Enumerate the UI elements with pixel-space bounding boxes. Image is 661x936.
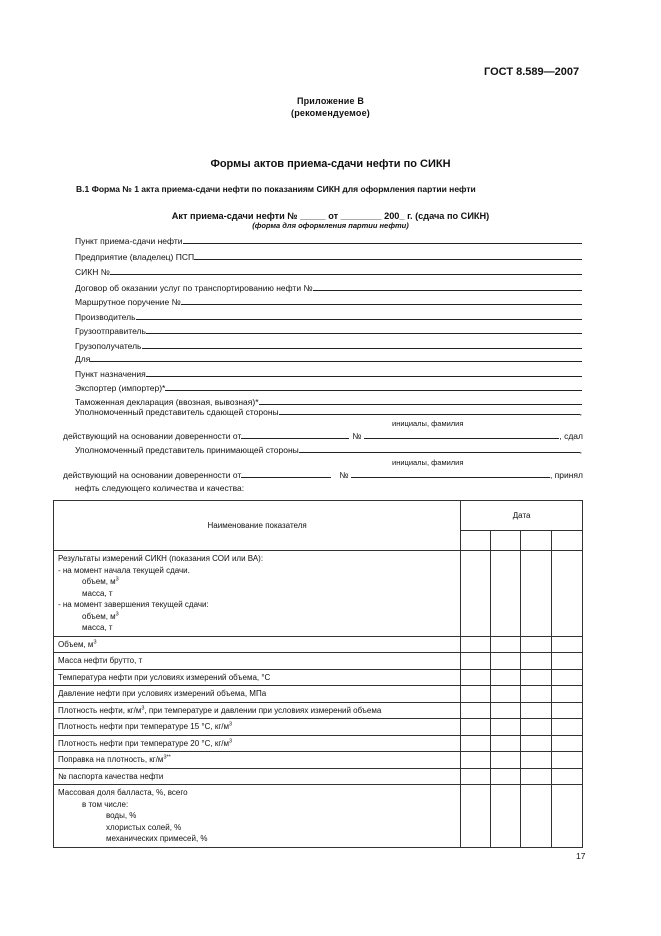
- form-field-label: Пункт приема-сдачи нефти: [75, 236, 183, 246]
- value-cell[interactable]: [521, 636, 552, 653]
- value-cell[interactable]: [491, 719, 521, 736]
- form-field-line[interactable]: [181, 304, 582, 305]
- value-cell[interactable]: [521, 785, 552, 848]
- value-cell[interactable]: [552, 636, 583, 653]
- sender-rep-label: Уполномоченный представитель сдающей стороны: [75, 407, 279, 417]
- indicator-text: Плотность нефти при температуре 20 °С, кг/м: [58, 738, 229, 748]
- indicator-name: [54, 702, 461, 719]
- indicator-line: [58, 771, 456, 783]
- form-field: [75, 263, 582, 277]
- form-field: [75, 308, 582, 322]
- table-row: [54, 669, 583, 686]
- indicator-unit-superscript: 3: [228, 721, 233, 728]
- indicator-line: [58, 822, 456, 834]
- value-cell[interactable]: [521, 653, 552, 670]
- indicator-unit-superscript: 3: [115, 576, 119, 583]
- form-field-label: СИКН №: [75, 267, 110, 277]
- indicator-unit-superscript: 3: [141, 704, 145, 711]
- indicator-text: Поправка на плотность, кг/м: [58, 755, 164, 764]
- form-field-line[interactable]: [110, 274, 582, 275]
- indicator-text: - на момент начала текущей сдачи.: [58, 565, 190, 575]
- indicator-text: механических примесей, %: [106, 834, 208, 843]
- table-row: [54, 735, 583, 752]
- act-subheading: (форма для оформления партии нефти): [252, 221, 409, 230]
- col-name-header: Наименование показателя: [54, 501, 461, 551]
- form-field-label: Грузоотправитель: [75, 326, 146, 336]
- form-field-label: Производитель: [75, 312, 136, 322]
- form-field-label: Для: [75, 354, 91, 364]
- acting-number-line-1[interactable]: [364, 438, 559, 439]
- form-field: [75, 322, 582, 336]
- indicators-table: [53, 500, 583, 848]
- indicator-text: хлористых солей, %: [106, 822, 182, 832]
- indicator-line: [58, 622, 456, 634]
- value-cell[interactable]: [461, 719, 491, 736]
- indicator-line: [58, 787, 456, 799]
- indicator-unit-superscript: 3: [228, 737, 233, 744]
- indicator-text: масса, т: [82, 588, 113, 598]
- indicator-name: [54, 686, 461, 703]
- indicator-name: [54, 551, 461, 637]
- value-cell[interactable]: [491, 768, 521, 785]
- form-field-line[interactable]: [146, 376, 582, 377]
- form-field-label: Таможенная декларация (ввозная, вывозная)*: [75, 397, 259, 407]
- indicator-name: [54, 636, 461, 653]
- value-cell[interactable]: [491, 669, 521, 686]
- form-field-line[interactable]: [90, 361, 582, 362]
- indicator-text: Результаты измерений СИКН (показания СОИ или ВА):: [58, 554, 264, 563]
- receiver-rep-comma: ,: [579, 445, 582, 455]
- appendix-subtitle: (рекомендуемое): [291, 108, 370, 118]
- form-field-line[interactable]: [146, 333, 582, 334]
- sender-rep-row: [75, 403, 582, 417]
- value-cell[interactable]: [521, 719, 552, 736]
- indicator-text: № паспорта качества нефти: [58, 771, 164, 781]
- value-cell[interactable]: [491, 702, 521, 719]
- indicator-text: Масса нефти брутто, т: [58, 656, 143, 665]
- indicator-unit-superscript: 3: [115, 610, 119, 617]
- indicator-line: [58, 738, 456, 750]
- form-field-line[interactable]: [142, 348, 583, 349]
- indicator-line: [58, 721, 456, 733]
- indicator-name: [54, 752, 461, 769]
- acting-date-line-1[interactable]: [241, 438, 349, 439]
- table-row: [54, 551, 583, 637]
- value-cell[interactable]: [461, 735, 491, 752]
- sender-rep-line[interactable]: [279, 414, 580, 415]
- value-cell[interactable]: [552, 551, 583, 637]
- acting-label-2: действующий на основании доверенности от: [63, 470, 242, 480]
- value-cell[interactable]: [461, 636, 491, 653]
- date-cell[interactable]: [461, 531, 491, 551]
- value-cell[interactable]: [491, 636, 521, 653]
- table-row: [54, 719, 583, 736]
- form-field-label: Предприятие (владелец) ПСП: [75, 252, 195, 262]
- value-cell[interactable]: [552, 653, 583, 670]
- indicator-line: [58, 655, 456, 667]
- indicator-text: Температура нефти при условиях измерений объема, °С: [58, 672, 271, 682]
- value-cell[interactable]: [521, 768, 552, 785]
- table-row: [54, 752, 583, 769]
- act-heading: Акт приема-сдачи нефти № _____ от ________ 200_ г. (сдача по СИКН): [171, 211, 490, 221]
- value-cell[interactable]: [461, 669, 491, 686]
- value-cell[interactable]: [552, 669, 583, 686]
- page-title: Формы актов приема-сдачи нефти по СИКН: [210, 158, 451, 170]
- acting-row-1: [63, 427, 583, 441]
- form-field-label: Экспортер (импортер)*: [75, 383, 166, 393]
- form-field: [75, 337, 582, 351]
- form-field: [75, 293, 582, 307]
- indicator-text: воды, %: [106, 811, 137, 820]
- acting-no-2: №: [339, 470, 349, 480]
- indicator-text: - на момент завершения текущей сдачи:: [58, 600, 209, 609]
- indicator-line: [58, 599, 456, 611]
- table-row: [54, 702, 583, 719]
- form-field-line[interactable]: [194, 259, 582, 260]
- acting-no-1: №: [352, 431, 362, 441]
- form-field-label: Договор об оказании услуг по транспортированию нефти №: [75, 283, 313, 293]
- indicator-line: [58, 553, 456, 565]
- receiver-rep-row: [75, 441, 582, 455]
- acting-end-1: , сдал: [559, 431, 583, 441]
- value-cell[interactable]: [491, 551, 521, 637]
- value-cell[interactable]: [552, 785, 583, 848]
- value-cell[interactable]: [552, 702, 583, 719]
- value-cell[interactable]: [461, 686, 491, 703]
- table-row: [54, 653, 583, 670]
- indicator-line: [58, 639, 456, 651]
- form-field: [75, 248, 582, 262]
- indicator-name: [54, 719, 461, 736]
- value-cell[interactable]: [552, 752, 583, 769]
- indicator-name: [54, 768, 461, 785]
- form-field-label: Маршрутное поручение №: [75, 297, 181, 307]
- indicator-unit-superscript: 3**: [163, 754, 171, 761]
- value-cell[interactable]: [491, 785, 521, 848]
- indicator-name: [54, 735, 461, 752]
- indicator-line: [58, 799, 456, 811]
- form-field-line[interactable]: [136, 319, 582, 320]
- acting-number-line-2[interactable]: [351, 477, 549, 478]
- indicator-text: в том числе:: [82, 799, 129, 809]
- value-cell[interactable]: [491, 752, 521, 769]
- value-cell[interactable]: [461, 551, 491, 637]
- value-cell[interactable]: [521, 551, 552, 637]
- indicator-text: Плотность нефти, кг/м: [58, 705, 142, 715]
- indicator-line: [58, 810, 456, 822]
- indicator-line: [58, 565, 456, 577]
- indicator-line: [58, 705, 456, 717]
- value-cell[interactable]: [491, 653, 521, 670]
- value-cell[interactable]: [552, 735, 583, 752]
- page-number: 17: [576, 851, 586, 861]
- value-cell[interactable]: [552, 768, 583, 785]
- acting-date-line-2[interactable]: [241, 477, 331, 478]
- form-field: [75, 279, 582, 293]
- section-title: В.1 Форма № 1 акта приема-сдачи нефти по показаниям СИКН для оформления партии нефти: [76, 184, 476, 194]
- form-field: [75, 379, 582, 393]
- indicator-text: масса, т: [82, 623, 113, 632]
- indicator-name: [54, 653, 461, 670]
- form-field-line[interactable]: [183, 243, 583, 244]
- indicator-unit-superscript: 3: [93, 638, 97, 645]
- indicator-name: [54, 785, 461, 848]
- indicator-text: Давление нефти при условиях измерений объема, МПа: [58, 689, 267, 698]
- indicator-name: [54, 669, 461, 686]
- table-header-row-1: [54, 501, 583, 531]
- acting-label-1: действующий на основании доверенности от: [63, 431, 242, 441]
- value-cell[interactable]: [491, 686, 521, 703]
- indicator-line: [58, 754, 456, 766]
- acting-end-2: , принял: [549, 470, 583, 480]
- indicator-line: [58, 588, 456, 600]
- indicator-line: [58, 688, 456, 700]
- value-cell[interactable]: [461, 702, 491, 719]
- indicator-text: объем, м: [82, 577, 116, 586]
- value-cell[interactable]: [521, 686, 552, 703]
- indicator-line: [58, 833, 456, 845]
- value-cell[interactable]: [552, 719, 583, 736]
- value-cell[interactable]: [521, 752, 552, 769]
- acting-row-2: [63, 466, 583, 480]
- date-cell[interactable]: [521, 531, 552, 551]
- indicator-text: объем, м: [82, 611, 116, 621]
- table-row: [54, 768, 583, 785]
- form-field-line[interactable]: [313, 290, 582, 291]
- indicator-line: [58, 672, 456, 684]
- quantity-quality-caption: нефть следующего количества и качества:: [75, 483, 245, 493]
- appendix-title: Приложение В: [296, 96, 365, 106]
- table-row: [54, 636, 583, 653]
- form-field-label: Пункт назначения: [75, 369, 146, 379]
- value-cell[interactable]: [521, 702, 552, 719]
- form-field: [75, 365, 582, 379]
- value-cell[interactable]: [491, 735, 521, 752]
- form-field-line[interactable]: [165, 390, 582, 391]
- value-cell[interactable]: [521, 735, 552, 752]
- indicator-text-tail: , при температуре и давлении при условиях измерений объема: [144, 705, 382, 715]
- form-field-label: Грузополучатель: [75, 341, 142, 351]
- form-field: [75, 350, 582, 364]
- value-cell[interactable]: [461, 752, 491, 769]
- table-row: [54, 785, 583, 848]
- value-cell[interactable]: [461, 653, 491, 670]
- sender-rep-comma: ,: [579, 407, 582, 417]
- table-row: [54, 686, 583, 703]
- indicator-text: Плотность нефти при температуре 15 °С, кг/м: [58, 722, 229, 731]
- col-date-header: Дата: [461, 501, 583, 531]
- receiver-rep-label: Уполномоченный представитель принимающей стороны: [75, 445, 299, 455]
- date-cell[interactable]: [552, 531, 583, 551]
- form-field: [75, 232, 582, 246]
- receiver-rep-line[interactable]: [299, 452, 580, 453]
- indicator-line: [58, 611, 456, 623]
- indicator-text: Объем, м: [58, 639, 94, 649]
- value-cell[interactable]: [461, 785, 491, 848]
- date-cell[interactable]: [491, 531, 521, 551]
- value-cell[interactable]: [552, 686, 583, 703]
- value-cell[interactable]: [521, 669, 552, 686]
- value-cell[interactable]: [461, 768, 491, 785]
- initials-caption-1: инициалы, фамилия: [392, 419, 464, 428]
- indicator-text: Массовая доля балласта, %, всего: [58, 788, 188, 797]
- standard-header: ГОСТ 8.589—2007: [484, 66, 580, 78]
- initials-caption-2: инициалы, фамилия: [392, 458, 464, 467]
- indicator-line: [58, 576, 456, 588]
